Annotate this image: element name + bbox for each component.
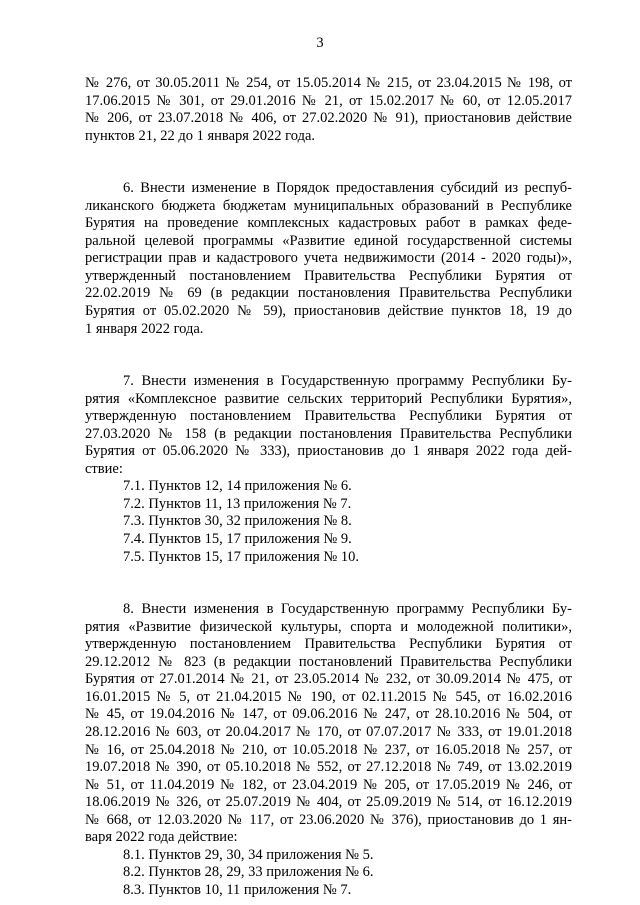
text-line: № 16, от 25.04.2018 № 210, от 10.05.2018 № 237, от 16.05.2018 № 257, от: [85, 741, 572, 758]
subitem-7-1: 7.1. Пунктов 12, 14 приложения № 6.: [123, 478, 352, 495]
text-line: 29.12.2012 № 823 (в редакции постановлений Правительства Республики: [85, 653, 572, 670]
text-line: пунктов 21, 22 до 1 января 2022 года.: [85, 127, 316, 144]
subitem-7-4: 7.4. Пунктов 15, 17 приложения № 9.: [123, 531, 352, 548]
text-line: рятия «Комплексное развитие сельских территорий Республики Бурятия»,: [85, 390, 572, 407]
text-line: № 668, от 12.03.2020 № 117, от 23.06.2020 № 376), приостановив до 1 ян-: [85, 811, 572, 828]
text-line: Бурятия на проведение комплексных кадастровых работ в рамках феде-: [85, 215, 572, 232]
text-line: Бурятия от 05.06.2020 № 333), приостановив до 1 января 2022 года дей-: [85, 443, 572, 460]
document-body: [85, 75, 572, 899]
page-number: 3: [316, 35, 324, 51]
text-line: Бурятия от 05.02.2020 № 59), приостановив действие пунктов 18, 19 до: [85, 303, 572, 320]
subitem-7-5: 7.5. Пунктов 15, 17 приложения № 10.: [123, 548, 360, 565]
text-line: рятия «Развитие физической культуры, спорта и молодежной политики»,: [85, 618, 572, 635]
text-line: № 45, от 19.04.2016 № 147, от 09.06.2016 № 247, от 28.10.2016 № 504, от: [85, 706, 572, 723]
text-line: варя 2022 года действие:: [85, 829, 238, 846]
text-line: ликанского бюджета бюджетам муниципальных образований в Республике: [85, 197, 572, 214]
text-line: 7. Внести изменения в Государственную программу Республики Бу-: [123, 373, 572, 390]
text-line: 19.07.2018 № 390, от 05.10.2018 № 552, от 27.12.2018 № 749, от 13.02.2019: [85, 759, 572, 776]
subitem-8-3: 8.3. Пунктов 10, 11 приложения № 7.: [123, 881, 352, 898]
subitem-7-3: 7.3. Пунктов 30, 32 приложения № 8.: [123, 513, 352, 530]
item-7-paragraph: [85, 373, 572, 566]
intro-paragraph: [85, 75, 572, 145]
item-8-paragraph: [85, 601, 572, 899]
text-line: регистрации прав и кадастрового учета недвижимости (2014 - 2020 годы)»,: [85, 250, 572, 267]
subitem-7-2: 7.2. Пунктов 11, 13 приложения № 7.: [123, 495, 352, 512]
text-line: № 276, от 30.05.2011 № 254, от 15.05.2014 № 215, от 23.04.2015 № 198, от: [85, 75, 572, 91]
text-line: 27.03.2020 № 158 (в редакции постановления Правительства Республики: [85, 425, 572, 442]
text-line: № 51, от 11.04.2019 № 182, от 23.04.2019 № 205, от 17.05.2019 № 246, от: [85, 776, 572, 793]
text-line: 17.06.2015 № 301, от 29.01.2016 № 21, от 15.02.2017 № 60, от 12.05.2017: [85, 92, 572, 109]
text-line: утвержденную постановлением Правительства Республики Бурятия от: [85, 408, 572, 425]
text-line: 1 января 2022 года.: [85, 320, 204, 337]
text-line: ствие:: [85, 460, 123, 477]
text-line: ральной целевой программы «Развитие единой государственной системы: [85, 232, 572, 249]
text-line: Бурятия от 27.01.2014 № 21, от 23.05.2014 № 232, от 30.09.2014 № 475, от: [85, 671, 572, 688]
subitem-8-2: 8.2. Пунктов 28, 29, 33 приложения № 6.: [123, 864, 374, 881]
text-line: утвержденный постановлением Правительства Республики Бурятия от: [85, 267, 572, 284]
text-line: 28.12.2016 № 603, от 20.04.2017 № 170, от 07.07.2017 № 333, от 19.01.2018: [85, 723, 572, 740]
text-line: 22.02.2019 № 69 (в редакции постановления Правительства Республики: [85, 285, 572, 302]
text-line: 16.01.2015 № 5, от 21.04.2015 № 190, от 02.11.2015 № 545, от 16.02.2016: [85, 688, 572, 705]
text-line: 18.06.2019 № 326, от 25.07.2019 № 404, от 25.09.2019 № 514, от 16.12.2019: [85, 794, 572, 811]
subitem-8-1: 8.1. Пунктов 29, 30, 34 приложения № 5.: [123, 846, 374, 863]
text-line: 6. Внести изменение в Порядок предоставления субсидий из респуб-: [123, 180, 572, 197]
item-6-paragraph: [85, 180, 572, 338]
text-line: 8. Внести изменения в Государственную программу Республики Бу-: [123, 601, 572, 618]
text-line: № 206, от 23.07.2018 № 406, от 27.02.2020 № 91), приостановив действие: [85, 110, 572, 127]
text-line: утвержденную постановлением Правительства Республики Бурятия от: [85, 636, 572, 653]
